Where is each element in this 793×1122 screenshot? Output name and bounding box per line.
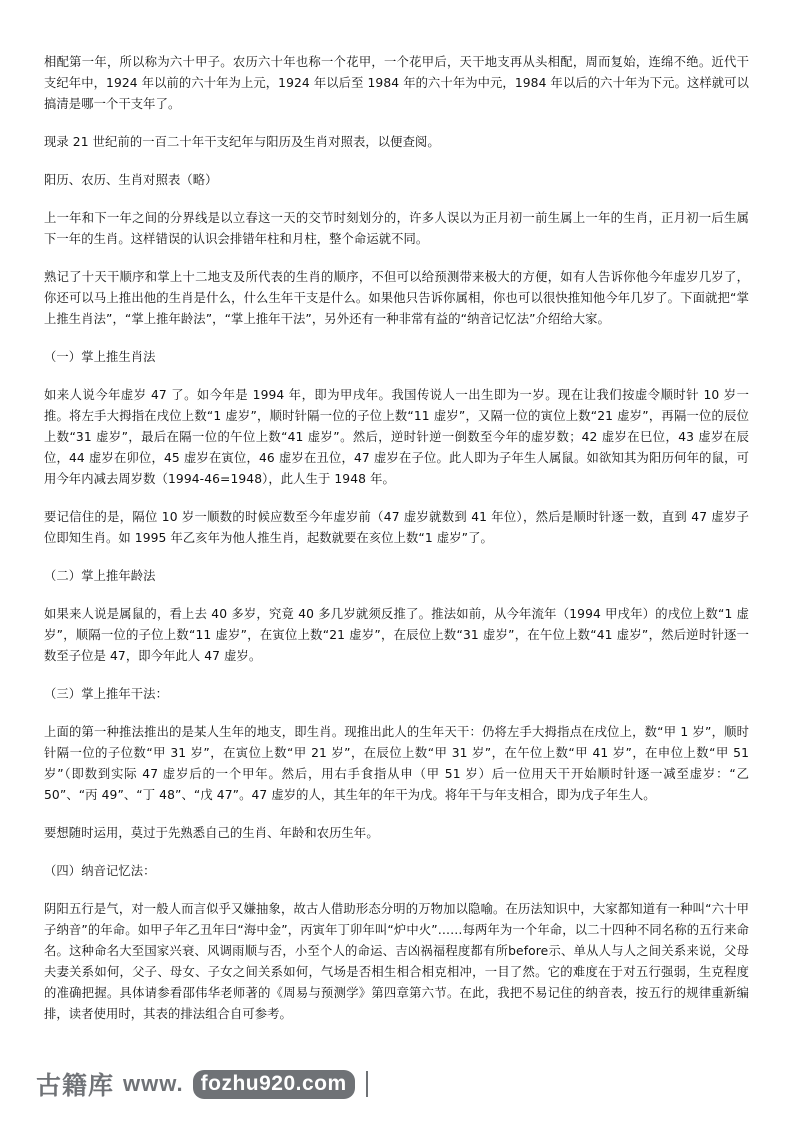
document-body xyxy=(44,52,749,1042)
section-heading: （三）掌上推年干法： xyxy=(44,687,168,701)
paragraph: 阴阳五行是气，对一般人而言似乎又嫌抽象，故古人借助形态分明的万物加以隐喻。在历法知识中，大家都知道有一种叫“六十甲子纳音”的年命。如甲子年乙丑年曰“海中金”，丙寅年丁卯年叫“炉中火”……每两年为一个年命，以二十四种不同名称的五行来命名。这种命名大至国家兴衰、风调雨顺与否，小至个人的命运、吉凶祸福程度都有所before示、单从人与人之间关系来说，父母夫妻关系如何，父子、母女、子女之间关系如何，气场是否相生相合相克相冲，一目了然。它的难度在于对五行强弱，生克程度的准确把握。具体请参看邵伟华老师著的《周易与预测学》第四章第六节。在此，我把不易记住的纳音表，按五行的规律重新编排，读者使用时，其表的排法组合自可参考。 xyxy=(44,902,749,1021)
paragraph: 上一年和下一年之间的分界线是以立春这一天的交节时刻划分的，许多人误以为正月初一前生属上一年的生肖，正月初一后生属下一年的生肖。这样错误的认识会排错年柱和月柱，整个命运就不同。 xyxy=(44,211,749,246)
paragraph: 上面的第一种推法推出的是某人生年的地支，即生肖。现推出此人的生年天干：仍将左手大拇指点在戌位上，数“甲 1 岁”，顺时针隔一位的子位数“甲 31 岁”，在寅位上数“甲 21 岁”，在辰位上数“甲 31 岁”，在午位上数“甲 41 岁”，在申位上数“甲 51 岁”（即数到实际 47 虚岁后的一个甲年。然后，用右手食指从申（甲 51 岁）后一位用天干开始顺时针逐一减至虚岁：“乙 50”、“丙 49”、“丁 48”、“戊 47”。47 虚岁的人，其生年的年干为戊。将年干与年支相合，即为戊子年生人。 xyxy=(44,725,749,802)
section-heading: （一）掌上推生肖法 xyxy=(44,350,156,364)
paragraph: 熟记了十天干顺序和掌上十二地支及所代表的生肖的顺序，不但可以给预测带来极大的方便，如有人告诉你他今年虚岁几岁了，你还可以马上推出他的生肖是什么，什么生年干支是什么。如果他只告诉你属相，你也可以很快推知他今年几岁了。下面就把“掌上推生肖法”，“掌上推年龄法”，“掌上推年干法”，另外还有一种非常有益的“纳音记忆法”介绍给大家。 xyxy=(44,270,749,326)
paragraph: 相配第一年，所以称为六十甲子。农历六十年也称一个花甲，一个花甲后，天干地支再从头相配，周而复始，连绵不绝。近代干支纪年中，1924 年以前的六十年为上元，1924 年以后至 1984 年的六十年为中元，1984 年以后的六十年为下元。这样就可以搞清是哪一个干支年了。 xyxy=(44,55,749,111)
section-heading: （四）纳音记忆法： xyxy=(44,864,156,878)
paragraph: 要想随时运用，莫过于先熟悉自己的生肖、年龄和农历生年。 xyxy=(44,826,379,840)
watermark-www-label: www. xyxy=(123,1071,184,1096)
paragraph: 阳历、农历、生肖对照表（略） xyxy=(44,173,218,187)
paragraph: 如果来人说是属鼠的，看上去 40 多岁，究竟 40 多几岁就须反推了。推法如前，从今年流年（1994 甲戌年）的戌位上数“1 虚岁”，顺隔一位的子位上数“11 虚岁”，在寅位上数“21 虚岁”，在辰位上数“31 虚岁”，在午位上数“41 虚岁”，然后逆时针逐一数至子位是 47，即今年此人 47 虚岁。 xyxy=(44,607,749,663)
paragraph: 现录 21 世纪前的一百二十年干支纪年与阳历及生肖对照表，以便查阅。 xyxy=(44,135,440,149)
paragraph: 要记信住的是，隔位 10 岁一顺数的时候应数至今年虚岁前（47 虚岁就数到 41 年位），然后是顺时针逐一数，直到 47 虚岁子位即知生肖。如 1995 年乙亥年为他人推生肖，起数就要在亥位上数“1 虚岁”了。 xyxy=(44,510,749,545)
site-watermark xyxy=(36,1066,368,1102)
watermark-cursor xyxy=(366,1071,368,1097)
section-heading: （二）掌上推年龄法 xyxy=(44,569,156,583)
watermark-chinese-label: 古籍库 xyxy=(36,1071,115,1100)
paragraph: 如来人说今年虚岁 47 了。如今年是 1994 年，即为甲戌年。我国传说人一出生即为一岁。现在让我们按虚令顺时针 10 岁一推。将左手大拇指在戌位上数“1 虚岁”，顺时针隔一位的子位上数“11 虚岁”，又隔一位的寅位上数“21 虚岁”，再隔一位的辰位上数“31 虚岁”，最后在隔一位的午位上数“41 虚岁”。然后，逆时针逆一倒数至今年的虚岁数；42 虚岁在巳位，43 虚岁在辰位，44 虚岁在卯位，45 虚岁在寅位，46 虚岁在丑位，47 虚岁在子位。此人即为子年生人属鼠。如欲知其为阳历何年的鼠，可用今年内减去周岁数（1994-46=1948），此人生于 1948 年。 xyxy=(44,388,749,486)
watermark-domain-label: fozhu920.com xyxy=(193,1070,355,1099)
